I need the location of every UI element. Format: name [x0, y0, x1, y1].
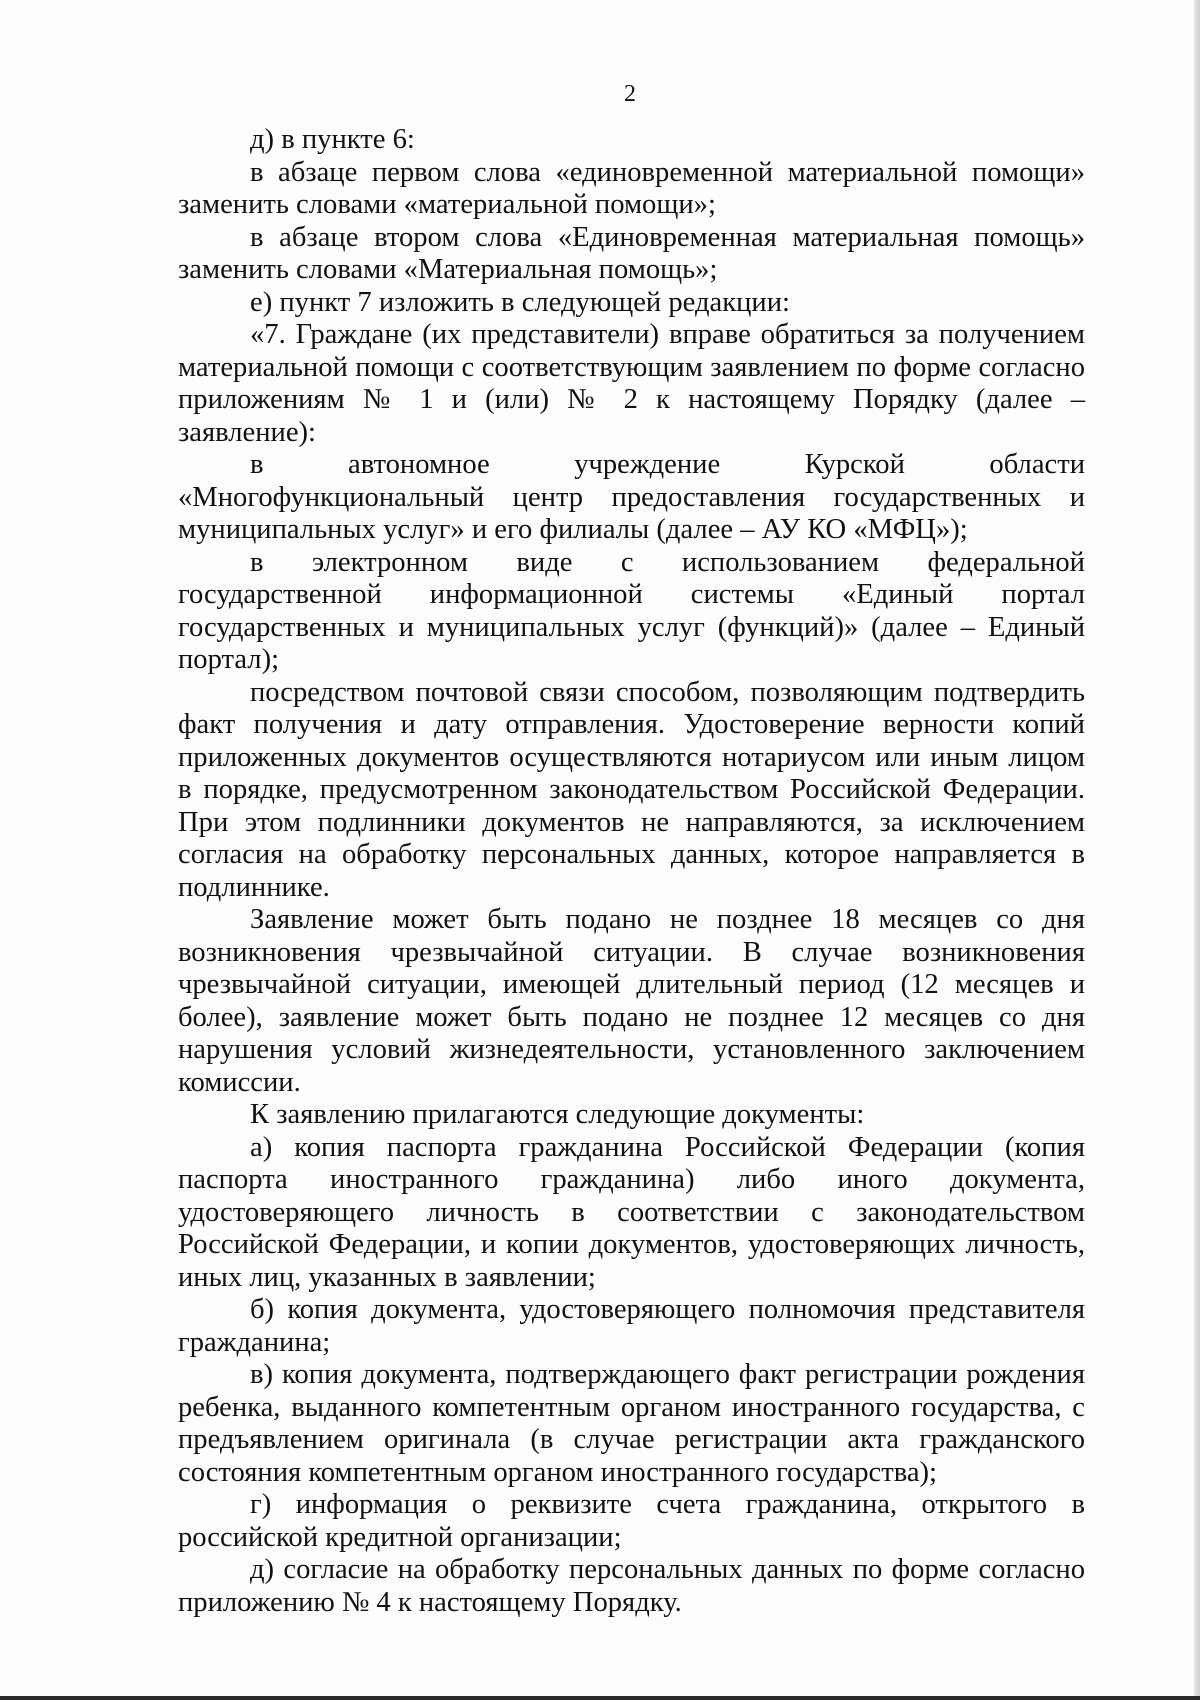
- list-item-d-consent: д) согласие на обработку персональных данных по форме согласно приложению № 4 к настоящему Порядку.: [178, 1554, 1085, 1618]
- paragraph-postal: посредством почтовой связи способом, позволяющим подтвердить факт получения и дату отправления. Удостоверение верности копий приложенных документов осуществляются нотариусом или иным лицом в порядке, предусмотренном законодательством Российской Федерации. При этом подлинники документов не направляются, за исключением согласия на обработку персональных данных, которое направляется в подлиннике.: [178, 676, 1085, 903]
- paragraph-electronic: в электронном виде с использованием федеральной государственной информационной системы «Единый портал государственных и муниципальных услуг (функций)» (далее – Единый портал);: [178, 546, 1085, 675]
- scan-bottom-edge: [0, 1696, 1200, 1700]
- paragraph-second-abzac: в абзаце втором слова «Единовременная материальная помощь» заменить словами «Материальная помощь»;: [178, 221, 1085, 285]
- list-item-b-representative: б) копия документа, удостоверяющего полномочия представителя гражданина;: [178, 1294, 1085, 1358]
- list-item-g-bank-account: г) информация о реквизите счета гражданина, открытого в российской кредитной организации;: [178, 1489, 1085, 1553]
- paragraph-subitem-e-point-7: е) пункт 7 изложить в следующей редакции:: [250, 286, 790, 318]
- page-number: 2: [624, 81, 636, 107]
- paragraph-point-7-intro: «7. Граждане (их представители) вправе обратиться за получением материальной помощи с соответствующим заявлением по форме согласно приложениям № 1 и (или) № 2 к настоящему Порядку (далее – заявление):: [178, 319, 1085, 448]
- scan-right-edge: [1194, 0, 1200, 1700]
- list-item-v-birth-registration: в) копия документа, подтверждающего факт регистрации рождения ребенка, выданного компетентным органом иностранного государства, с предъявлением оригинала (в случае регистрации акта гражданского состояния компетентным органом иностранного государства);: [178, 1359, 1085, 1488]
- paragraph-subitem-d-point-6: д) в пункте 6:: [250, 124, 415, 155]
- paragraph-deadline: Заявление может быть подано не позднее 18 месяцев со дня возникновения чрезвычайной ситуации. В случае возникновения чрезвычайной ситуации, имеющей длительный период (12 месяцев и более), заявление может быть подано не позднее 12 месяцев со дня нарушения условий жизнедеятельности, установленного заключением комиссии.: [178, 904, 1085, 1098]
- paragraph-first-abzac: в абзаце первом слова «единовременной материальной помощи» заменить словами «материальной помощи»;: [178, 156, 1085, 220]
- paragraph-mfc: в автономное учреждение Курской области «Многофункциональный центр предоставления государственных и муниципальных услуг» и его филиалы (далее – АУ КО «МФЦ»);: [178, 449, 1085, 545]
- document-body: [178, 124, 1085, 1619]
- paragraph-documents-intro: К заявлению прилагаются следующие документы:: [250, 1099, 865, 1130]
- list-item-a-passport: а) копия паспорта гражданина Российской Федерации (копия паспорта иностранного гражданина) либо иного документа, удостоверяющего личность в соответствии с законодательством Российской Федерации, и копии документов, удостоверяющих личность, иных лиц, указанных в заявлении;: [178, 1131, 1085, 1293]
